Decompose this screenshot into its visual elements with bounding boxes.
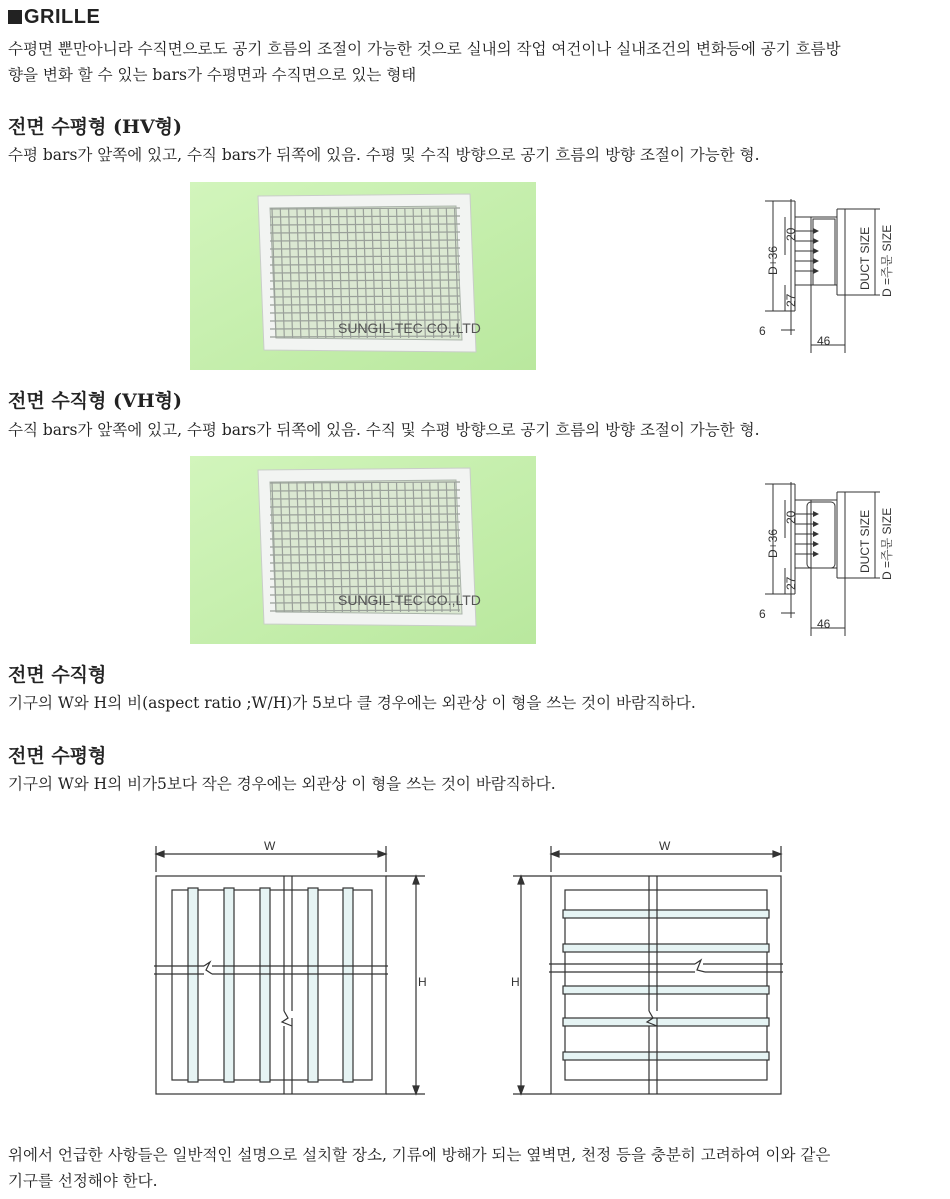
hv-section-diagram (755, 195, 950, 360)
vh-description: 수직 bars가 앞쪽에 있고, 수평 bars가 뒤쪽에 있음. 수직 및 수평 방향으로 공기 흐름의 방향 조절이 가능한 형. (8, 421, 760, 439)
page-title-text: GRILLE (24, 6, 101, 28)
vertical-front-heading: 전면 수직형 (8, 664, 107, 686)
vh-heading: 전면 수직형 (VH형) (8, 390, 183, 412)
hv-watermark: SUNGIL-TEC CO.,LTD (338, 320, 481, 336)
horizontal-front-h-label: H (511, 975, 520, 989)
page-title (8, 6, 100, 29)
vh-section-drawing (755, 478, 950, 643)
vertical-front-description: 기구의 W와 H의 비(aspect ratio ;W/H)가 5보다 클 경우에는 외관상 이 형을 쓰는 것이 바람직하다. (8, 694, 696, 712)
hv-description: 수평 bars가 앞쪽에 있고, 수직 bars가 뒤쪽에 있음. 수평 및 수직 방향으로 공기 흐름의 방향 조절이 가능한 형. (8, 146, 760, 164)
horizontal-front-description: 기구의 W와 H의 비가5보다 작은 경우에는 외관상 이 형을 쓰는 것이 바람직하다. (8, 775, 556, 793)
hv-dim-20: 20 (784, 227, 798, 241)
horizontal-front-drawing (505, 836, 805, 1106)
hv-d-order: D =주문 SIZE (880, 224, 894, 297)
hv-heading: 전면 수평형 (HV형) (8, 116, 183, 138)
vh-dim-27: 27 (784, 576, 798, 590)
vh-duct-size: DUCT SIZE (858, 509, 872, 573)
hv-grille-image (190, 182, 536, 370)
vh-grille-image (190, 456, 536, 644)
hv-dim-d36: D+36 (766, 245, 780, 275)
hv-dim-6: 6 (759, 324, 766, 338)
intro-line-1: 수평면 뿐만아니라 수직면으로도 공기 흐름의 조절이 가능한 것으로 실내의 작업 여건이나 실내조건의 변화등에 공기 흐름방 (8, 40, 841, 58)
horizontal-front-heading: 전면 수평형 (8, 745, 107, 767)
vertical-front-drawing (140, 836, 440, 1106)
vertical-front-h-label: H (418, 975, 427, 989)
vh-grille-photo (190, 456, 536, 644)
vh-dim-20: 20 (784, 510, 798, 524)
intro-paragraph (8, 36, 948, 88)
footer-note (8, 1142, 948, 1194)
hv-section-drawing (755, 195, 950, 360)
hv-dim-46: 46 (817, 334, 831, 348)
vh-section-diagram (755, 478, 950, 643)
horizontal-front-w-label: W (659, 839, 671, 853)
square-bullet-icon (8, 10, 22, 24)
vh-watermark: SUNGIL-TEC CO.,LTD (338, 592, 481, 608)
hv-duct-size: DUCT SIZE (858, 226, 872, 290)
hv-grille-photo (190, 182, 536, 370)
footer-line-1: 위에서 언급한 사항들은 일반적인 설명으로 설치할 장소, 기류에 방해가 되는 옆벽면, 천정 등을 충분히 고려하여 이와 같은 (8, 1146, 831, 1164)
vertical-front-w-label: W (264, 839, 276, 853)
vh-dim-6: 6 (759, 607, 766, 621)
vh-dim-46: 46 (817, 617, 831, 631)
horizontal-front-diagram (505, 836, 805, 1106)
intro-line-2: 향을 변화 할 수 있는 bars가 수평면과 수직면으로 있는 형태 (8, 66, 417, 84)
footer-line-2: 기구를 선정해야 한다. (8, 1172, 158, 1190)
hv-dim-27: 27 (784, 293, 798, 307)
vh-d-order: D =주문 SIZE (880, 507, 894, 580)
vh-dim-d36: D+36 (766, 528, 780, 558)
vertical-front-diagram (140, 836, 440, 1106)
